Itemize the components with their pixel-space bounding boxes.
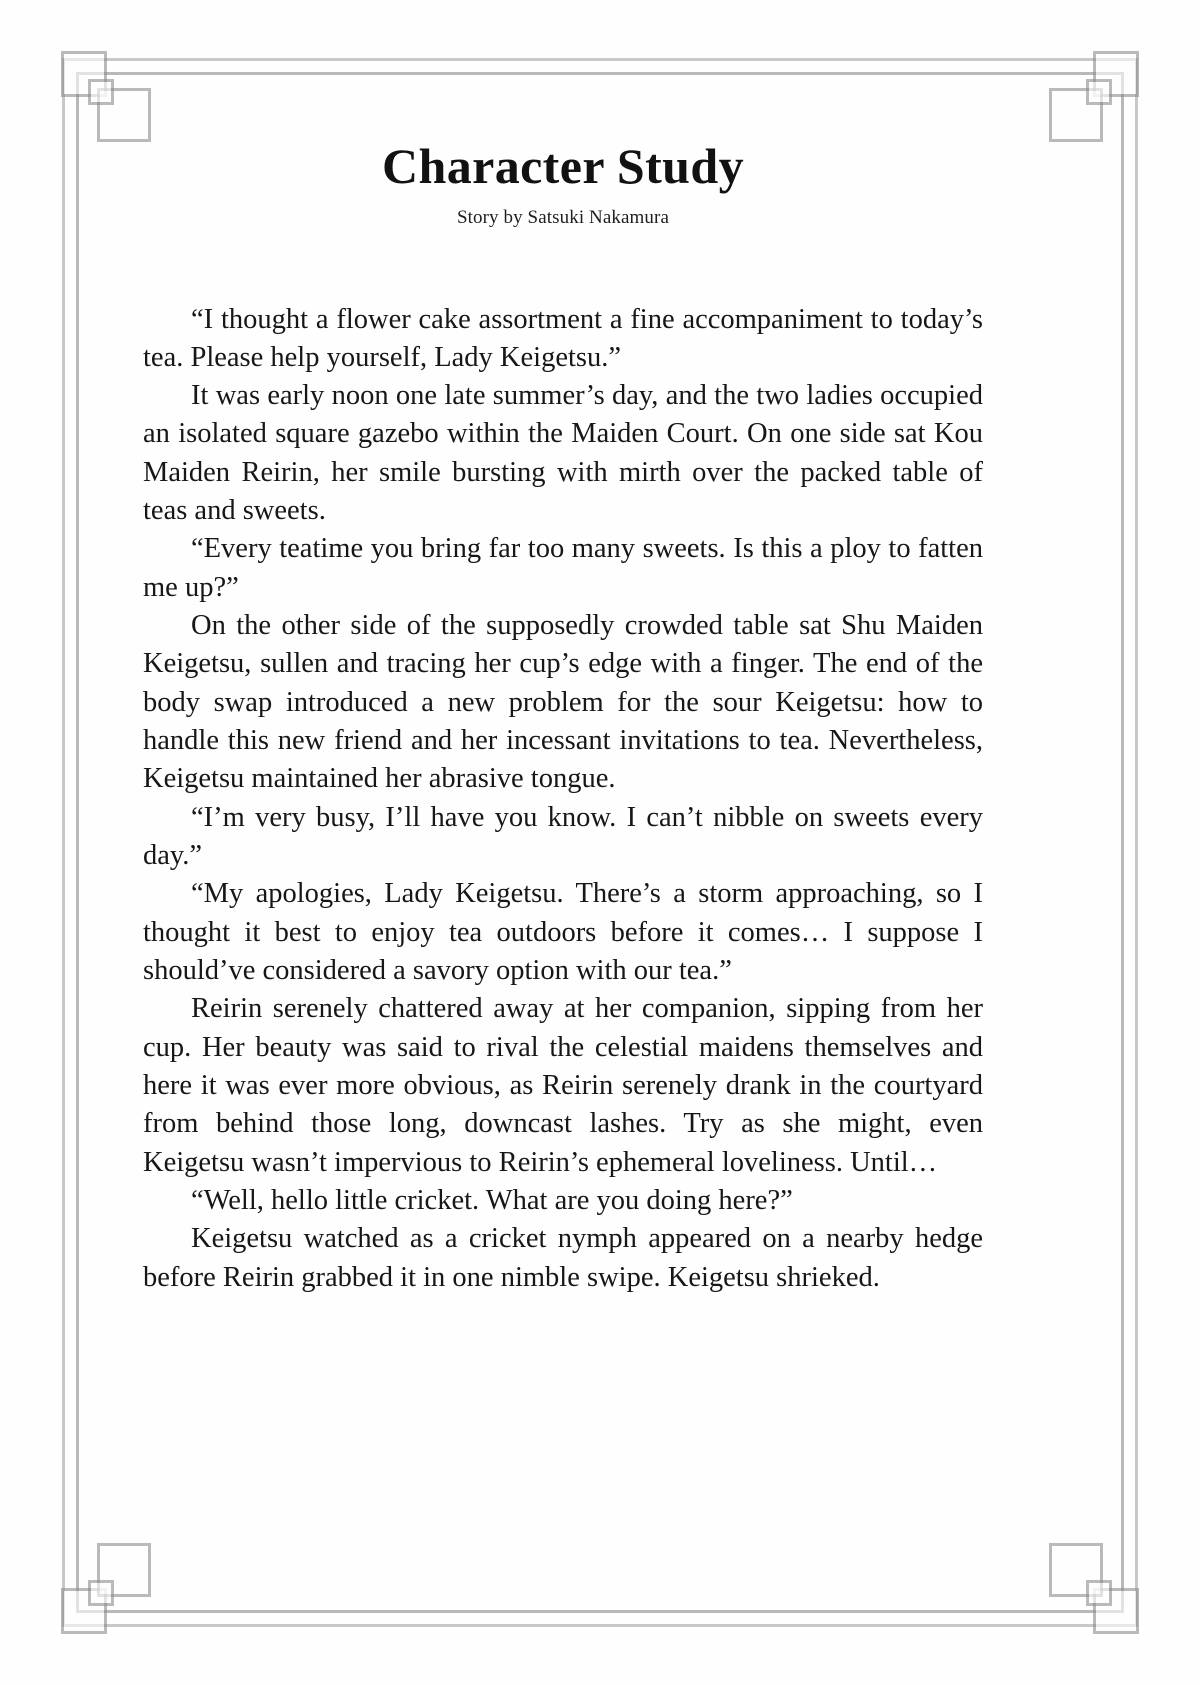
paragraph: “Well, hello little cricket. What are you doing here?” [191, 1185, 793, 1217]
corner-ornament-bottom-left-knot [88, 1580, 114, 1606]
corner-ornament-bottom-right-outer [1093, 1588, 1139, 1634]
corner-ornament-top-left-outer [61, 51, 107, 97]
corner-ornament-top-left-knot [88, 79, 114, 105]
corner-ornament-bottom-right-knot [1086, 1580, 1112, 1606]
corner-ornament-top-right-knot [1086, 79, 1112, 105]
corner-ornament-bottom-left-outer [61, 1588, 107, 1634]
paragraph: “I’m very busy, I’ll have you know. I can’t nibble on sweets every day.” [143, 801, 983, 872]
corner-ornament-bottom-left-inner [97, 1543, 151, 1597]
page-content [143, 140, 983, 1297]
paragraph: “I thought a flower cake assortment a fine accompaniment to today’s tea. Please help yourself, Lady Keigetsu.” [143, 303, 983, 373]
paragraph: “Every teatime you bring far too many sweets. Is this a ploy to fatten me up?” [143, 533, 983, 603]
paragraph: On the other side of the supposedly crowded table sat Shu Maiden Keigetsu, sullen and tracing her cup’s edge with a finger. The end of the body swap introduced a new problem for the sour Keigetsu: how to handle this new friend and her incessant invitations to tea. Nevertheless, Keigetsu maintained her abrasive tongue. [143, 610, 983, 795]
paragraph: Keigetsu watched as a cricket nymph appeared on a nearby hedge before Reirin grabbed it in one nimble swipe. Keigetsu shrieked. [143, 1223, 983, 1293]
corner-ornament-top-right-outer [1093, 51, 1139, 97]
corner-ornament-top-right-inner [1049, 88, 1103, 142]
paragraph: Reirin serenely chattered away at her companion, sipping from her cup. Her beauty was said to rival the celestial maidens themselves and here it was ever more obvious, as Reirin serenely drank in the courtyard from behind those long, downcast lashes. Try as she might, even Keigetsu wasn’t impervious to Reirin’s ephemeral loveliness. Until… [143, 993, 983, 1178]
page-title: Character Study [381, 138, 744, 194]
corner-ornament-bottom-right-inner [1049, 1543, 1103, 1597]
corner-ornament-top-left-inner [97, 88, 151, 142]
paragraph: It was early noon one late summer’s day, and the two ladies occupied an isolated square gazebo within the Maiden Court. On one side sat Kou Maiden Reirin, her smile bursting with mirth over the packed table of teas and sweets. [143, 380, 983, 527]
story-body [143, 301, 983, 1298]
paragraph: “My apologies, Lady Keigetsu. There’s a storm approaching, so I thought it best to enjoy tea outdoors before it comes… I suppose I should’ve considered a savory option with our tea.” [143, 878, 983, 987]
byline: Story by Satsuki Nakamura [456, 206, 669, 228]
